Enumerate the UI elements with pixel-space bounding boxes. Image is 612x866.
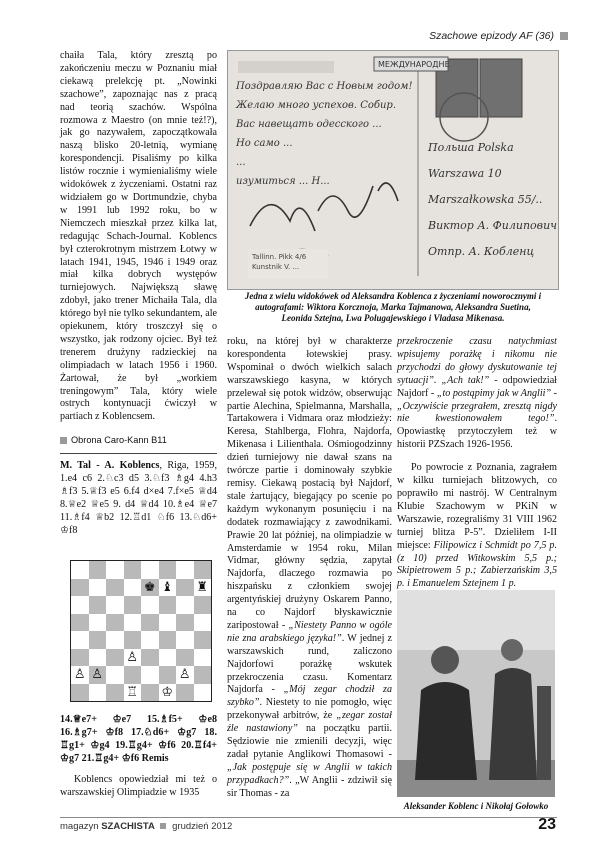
board-square [89,649,107,667]
board-square: ♙ [124,649,142,667]
board-square [159,666,177,684]
postcard-writing-line: Поздравляю Вас с Новым годом! [236,81,413,92]
board-square [194,649,212,667]
col2-text-e: . „W Anglii - zdziwił się sir Thomas - za [227,774,392,799]
postcard-image [227,50,559,290]
postcard-address-line: Отпр. А. Кобленц [428,245,535,258]
board-square [159,596,177,614]
game-continuation: 14.♕e7+ ♔e7 15.♗f5+ ♔e8 16.♗g7+ ♔f8 17.♘d6+ ♔g7 18. ♖g1+ ♔g4 19.♖g4+ ♔f6 20.♖f4+ ♔g7 21.♖g4+ ♔f6 Remis [60,714,217,764]
section-rule [60,453,217,454]
board-square [106,649,124,667]
page-number: 23 [538,816,556,833]
board-square: ♖ [124,684,142,702]
photo-drawing [397,590,555,797]
postcard-writing-line: Вас навещать одесского ... [236,119,382,130]
board-square [71,631,89,649]
board-square [141,596,159,614]
board-square [89,596,107,614]
board-square [194,561,212,579]
game-header: M. Tal - A. Koblencs [60,460,160,472]
board-square [194,614,212,632]
board-square [141,561,159,579]
postcard-writing-line: изумиться ... Н... [236,176,330,187]
section-square-icon [60,437,67,444]
board-square [124,579,142,597]
board-square: ♚ [141,579,159,597]
game-notation: , Riga, 1959, 1.e4 c6 2.♘c3 d5 3.♘f3 ♗g4 4.h3 ♗f3 5.♕f3 e5 6.f4 d×e4 7.f×e5 ♕d4 8.♕e2 ♕e5 9. d4 ♕d4 10.♗e4 ♕e7 11.♗f4 ♕b2 12.♖d1 ♘f6 13.♘d6+ ♔f8 [60,460,217,536]
chess-diagram [70,560,212,702]
footer-magazine-bold: SZACHISTA [101,821,155,832]
board-square [106,684,124,702]
col3-paragraph-1 [397,336,557,452]
board-square [124,561,142,579]
board-square [194,666,212,684]
col1-paragraph-1: chaiła Tala, który zresztą po zakończeniu meczu w Poznaniu miał ciekawą prelekcję pt. „Nowinki szachowe”, zapoznając nas z pracą nad teorią szachów. Wspólna rozmowa z Maestro (on mnie też!?), jak go nazywałem, zapoczątkowała naszą blisko 20-letnią, wymianę korespondencji. Pisaliśmy po kilka listów rocznie i wymienialiśmy wiele widokówek z życzeniami. Ostatni raz widziałem go w Dortmundzie, chyba w 1991 lub 1992 roku, bo w Niemczech mieszkał przez kilka lat, redagując Schach-Journal. Koblencs był czterokrotnym mistrzem Łotwy w latach 1941, 1945, 1946 i 1949 oraz miał kilka dobrych występów turniejowych. Największą sławę zdobył, jako trener Michaiła Tala, dla którego był nie tylko sekundantem, ale opiekunem, który troszczył się o wszystko, jak rodzony ojciec. Był też trenerem drużyny radzieckiej na olimpiadach w latach 1956 i 1960. Żartował, że był „workiem treningowym” Tala, który wiele ostrych kontynuacji ćwiczył w partiach z Koblencsem. [60,50,217,423]
postcard-address-line: Виктор А. Филипович [428,219,557,232]
col3-results: Filipowicz i Schmidt po 7,5 p. (z 10) przed Witkowskim 5,5 p.; Skipietrowem 5 p.; Zabierzańskim 3,5 p. i Emanuelem Sztejnem 1 p. [397,539,557,590]
postcard-address-line: Warszawa 10 [428,167,502,180]
col2-quote-3: „zegar został źle nastawiony” [227,710,392,735]
board-square [89,579,107,597]
col3-paragraph-2 [397,462,557,591]
board-square: ♜ [194,579,212,597]
col2-text-a: roku, na której był w charakterze korespondenta łotewskiej prasy. Wspominał o dwóch wielkich salach warszawskiego kasyna, w których przelewał się potok widzów, obserwując partie Alechina, Spielmanna, Marshalla, Tartakowera i Vidmara oraz młodzieży: Keresa, Stahlberga, Flohra, Najdorfa, Mikenasa i Lilienthala. Ośmiogodzinny dzień turniejowy nie dawał szans na twórcze partie i dominowały szybkie remisy. Ciekawą postacią był Najdorf, stale żartujący, biegający po scenie po każdym wykonanym posunięciu i na dodatek rozmawiający z zawodnikami. Prawie 20 lat później, na olimpiadzie w Amsterdamie w 1954 roku, Milan Vidmar, główny sędzia, zapytał Najdorfa, dlaczego rozmawia po hiszpańsku z członkiem swojej argentyńskiej drużyny Oskarem Panno, na co Najdorf błyskawicznie zaripostował - [227,336,392,631]
board-square [159,561,177,579]
board-square [71,579,89,597]
column-1-continued [60,714,217,799]
col3-text-b: - [551,387,557,399]
footer-square-icon [160,823,166,829]
postcard-writing-line: Желаю много успехов. Собир. [236,100,397,111]
header-square-icon [560,32,568,40]
board-square [89,684,107,702]
col2-text-d: na początku partii. Sędziowie nie zmienili decyzji, więc zadał pytanie Anglikowi Thomasowi - [227,723,392,760]
running-header-text: Szachowe epizody AF (36) [429,30,554,42]
svg-text:Kunstnik V. ...: Kunstnik V. ... [252,263,300,271]
board-square [71,614,89,632]
postcard-address-line: Польша Polska [428,141,514,154]
postcard-drawing [228,51,558,289]
board-square: ♙ [176,666,194,684]
col3-quote-3: „Oczywiście przegrałem, zresztą nigdy nie kwestionowałem tego!” [397,400,557,425]
postcard-writing-line: Но само ... [236,138,293,149]
running-header [429,30,568,42]
board-square [176,561,194,579]
board-square [89,631,107,649]
col3-quote-1: przekroczenie czasu natychmiast wpisujemy porażkę i nikomu nie przychodzi do głowy dyskutowanie tej sytuacji”. „Ach tak!” [397,336,557,386]
opening-section [60,434,217,447]
board-square [106,666,124,684]
svg-text:МЕЖДУНАРОДНЕ: МЕЖДУНАРОДНЕ [378,60,450,69]
board-square [176,649,194,667]
board-square [194,631,212,649]
photo-image [397,590,555,797]
board-square [106,579,124,597]
board-square [141,684,159,702]
game-moves [60,460,217,537]
board-square [71,561,89,579]
postcard-writing-line: ... [236,157,246,168]
board-square [194,684,212,702]
board-square [159,614,177,632]
footer-rule [60,817,557,818]
board-square [176,579,194,597]
board-square [176,614,194,632]
col2-quote-4: „Jak postępuje się w Anglii w takich przypadkach?” [227,761,392,786]
col1-paragraph-2: Koblencs opowiedział mi też o warszawskiej Olimpiadzie w 1935 [60,773,217,798]
col3-text-c: . Opowiastkę przytoczyłem też w historii PZSzach 1926-1956. [397,413,557,451]
footer-magazine: magazyn [60,821,102,832]
board-square [141,666,159,684]
board-square [106,631,124,649]
column-2 [227,336,392,801]
column-3 [397,336,557,591]
board-square [141,614,159,632]
board-square [124,666,142,684]
board-square [71,649,89,667]
board-square: ♙ [89,666,107,684]
board-square [124,614,142,632]
col3-quote-2: „to postąpimy jak w Anglii” [436,387,552,399]
board-square [159,631,177,649]
board-square [159,649,177,667]
board-square [176,631,194,649]
col3-text-d: Po powrocie z Poznania, zagrałem w kilku turniejach błitzowych, co poprawiło mi nastrój. W Centralnym Klubie Szachowym w PKiN w Warszawie, rozegraliśmy 31 VIII 1962 turniej blitza P-5”. Dzieliłem I-II miejsce: [397,462,557,551]
col2-quote-2: „Mój zegar chodził za szybko” [227,684,392,709]
postcard-caption: Jedna z wielu widokówek od Aleksandra Koblenca z życzeniami noworocznymi i autografami: Wiktora Korcznoja, Marka Tajmanowa, Aleksandra Suetina, Leonida Sztejna, Lwa Polugajewskiego i Vladasa Mikenasa. [244,291,542,323]
board-square [89,614,107,632]
board-square: ♝ [159,579,177,597]
board-square [176,596,194,614]
col2-text-b: . W jednej z warszawskich rund, zaliczono Najdorfowi porażkę wskutek przekroczenia czasu. Komentarz Najdorfa - [227,632,392,696]
board-square [71,684,89,702]
opening-name: Obrona Caro-Kann B11 [71,435,167,446]
board-square [106,561,124,579]
board-square [106,614,124,632]
photo-caption: Aleksander Koblenc i Nikołaj Gołowko [403,801,549,811]
board-square [141,649,159,667]
board-square [124,596,142,614]
footer [60,821,232,832]
board-square: ♔ [159,684,177,702]
col2-quote-1: „Niestety Panno w ogóle nie zna arabskiego języka!” [227,619,392,644]
board-square [141,631,159,649]
svg-text:Tallinn. Pikk 4/6: Tallinn. Pikk 4/6 [252,253,307,261]
board-square [194,596,212,614]
board-square [124,631,142,649]
board-square [89,561,107,579]
board-square [106,596,124,614]
footer-issue: grudzień 2012 [172,821,233,832]
column-1 [60,50,217,538]
board-square [176,684,194,702]
col2-text-c: . Niestety to nie pomogło, więc przekonywał arbitrów, że [227,697,392,722]
board-square [71,596,89,614]
col2-paragraph [227,336,392,801]
postcard-address-line: Marszałkowska 55/.. [428,193,543,206]
board-square: ♙ [71,666,89,684]
col3-text-a: - odpowiedział Najdorf - [397,374,557,399]
